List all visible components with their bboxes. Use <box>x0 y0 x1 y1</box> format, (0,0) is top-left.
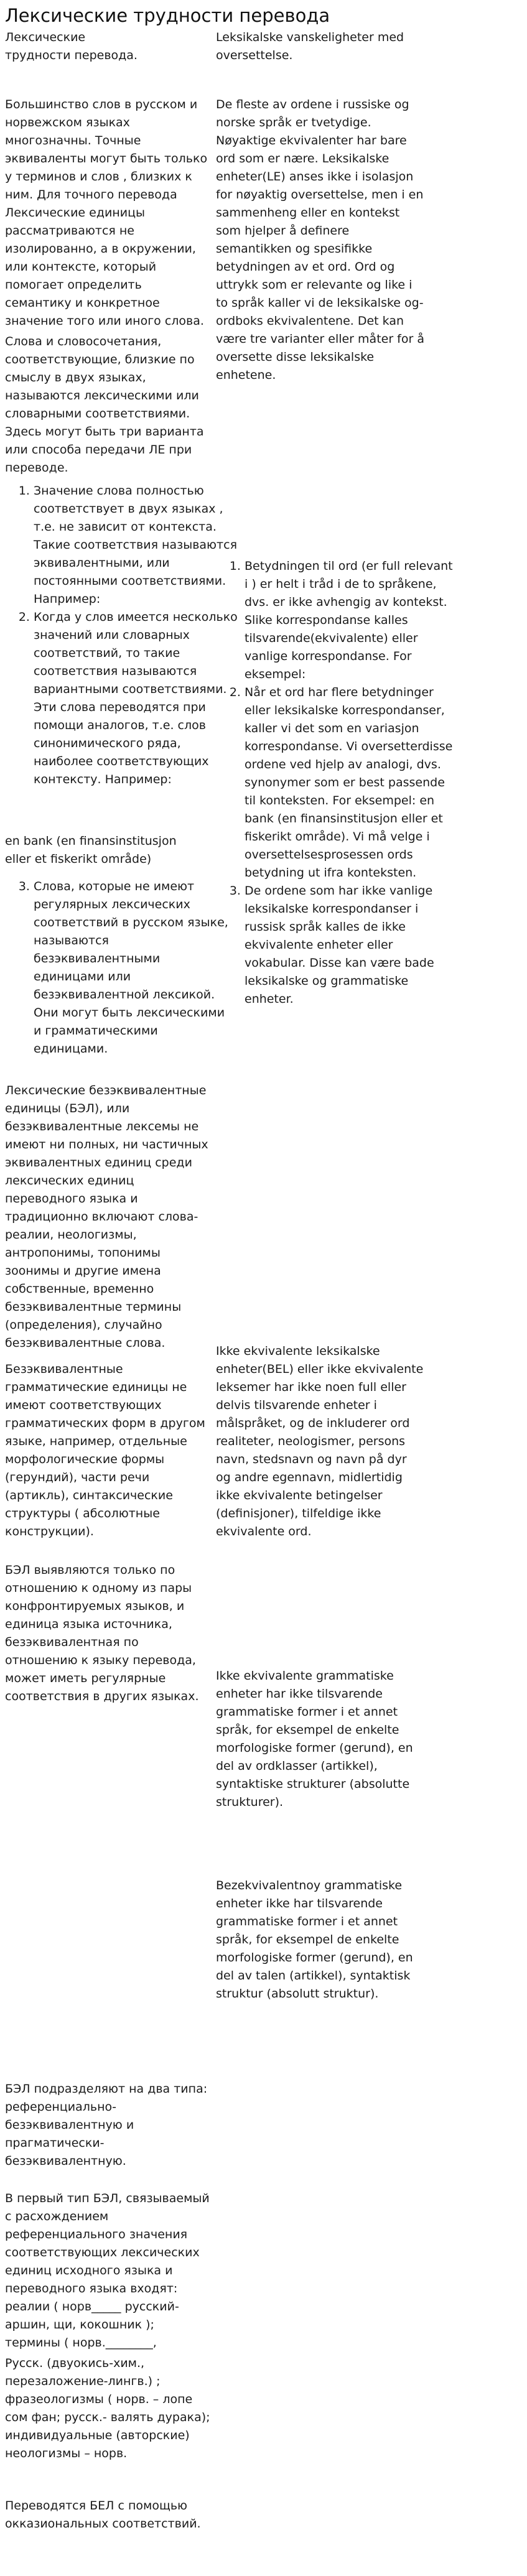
paragraph-grammatical-no: Ikke ekvivalente grammatiske enheter har ikke tilsvarende grammatiske former i et annet språk, for eksempel de enkelte morfologiske former (gerund), en del av ordklasser (artikkel), syntaktiske strukturer (absolutte strukturer). <box>216 1669 413 1809</box>
list-item: 3. De ordene som har ikke vanlige leksikalske korrespondanser i russisk språk kalles de ikke ekvivalente enheter eller vokabular. Disse kan være bade leksikalske og grammatiske enheter. <box>245 882 453 1008</box>
list-item: 2. Når et ord har flere betydninger eller leksikalske korrespondanser, kaller vi det som en variasjon korrespondanse. Vi oversetterdisse ordene ved hjelp av analogi, dvs. synonymer som er best passende til konteksten. For eksempel: en bank (en finansinstitusjon eller et fiskerikt område). Vi må velge i oversettelsesprosessen ords betydning ut ifra konteksten. <box>245 684 453 882</box>
paragraph-bel-lexical-ru: Лексические безэквивалентные единицы (БЭЛ), или безэквивалентные лексемы не имеют ни полных, ни частичных эквивалентных единиц среди лексических единиц переводного языка и традиционно включают слова-реалии, неологизмы, антропонимы, топонимы зоонимы и другие имена собственные, временно безэквивалентные термины (определения), случайно безэквивалентные слова. <box>5 1084 208 1350</box>
correspondence-list-no <box>216 557 453 1008</box>
list-item: 1. Betydningen til ord (er full relevant i ) er helt i tråd i de to språkene, dvs. er ikke avhengig av kontekst. Slike korrespondanse kalles tilsvarende(ekvivalente) eller vanlige korrespondanse. For eksempel: <box>245 557 453 684</box>
paragraph-bel-grammatical-ru: Безэквивалентные грамматические единицы не имеют соответствующих грамматических форм в другом языке, например, отдельные морфологические формы (герундий), части речи (артикль), синтаксические структуры ( абсолютные конструкции). <box>5 1362 205 1538</box>
russian-heading: Лексические трудности перевода. <box>5 30 138 62</box>
list-item: 3. Слова, которые не имеют регулярных лексических соответствий в русском языке, называются безэквивалентными единицами или безэквивалентной лексикой. Они могут быть лексическими и грамматическими единицами. <box>34 878 233 1058</box>
paragraph-ambiguity-ru: Большинство слов в русском и норвежском языках многозначны. Точные эквиваленты могут быть только у терминов и слов , близких к ним. Для точного перевода Лексические единицы рассматриваются не изолированно, а в окружении, или контексте, который помогает определить семантику и конкретное значение того или иного слова. <box>5 98 208 328</box>
correspondence-list-ru <box>5 482 242 789</box>
list-item: 1. Значение слова полностью соответствует в двух языках , т.е. не зависит от контекста. Такие соответствия называются эквивалентными, или постоянными соответствиями. Например: <box>34 482 242 608</box>
paragraph-translation-method: Переводятся БЕЛ с помощью окказиональных соответствий. <box>5 2499 201 2531</box>
non-equivalent-list-ru <box>5 878 233 1058</box>
paragraph-bel-lexical-no: Ikke ekvivalente leksikalske enheter(BEL) eller ikke ekvivalente leksemer har ikke noen full eller delvis tilsvarende enheter i målspråket, og de inkluderer ord realiteter, neologismer, persons navn, stedsnavn og navn på dyr og andre egennavn, midlertidig ikke ekvivalente betingelser (definisjoner), tilfeldige ikke ekvivalente ord. <box>216 1344 424 1538</box>
paragraph-bel-relative-ru: БЭЛ выявляются только по отношению к одному из пары конфронтируемых языков, и единица языка источника, безэквивалентная по отношению к языку перевода, может иметь регулярные соответствия в других языках. <box>5 1563 199 1703</box>
paragraph-correspondences-ru: Слова и словосочетания, соответствующие, близкие по смыслу в двух языках, называются лексическими или словарными соответствиями. Здесь могут быть три варианта или способа передачи ЛЕ при переводе. <box>5 335 204 475</box>
paragraph-bel-type-one-ru: В первый тип БЭЛ, связываемый с расхождением референциального значения соответствующих лексических единиц исходного языка и переводного языка входят: реалии ( норв_____ русский- аршин, щи, кокошник ); термины ( норв.________, <box>5 2192 210 2350</box>
paragraph-russian-examples: Русск. (двуокись-хим., перезаложение-лингв.) ; фразеологизмы ( норв. – лопе сом фан; русск.- валять дурака); индивидуальные (авторские) неологизмы – норв. <box>5 2356 210 2460</box>
paragraph-bel-types-ru: БЭЛ подразделяют на два типа: референциально-безэквивалентную и прагматически-безэквивалентную. <box>5 2082 208 2168</box>
page-title: Лексические трудности перевода <box>5 5 330 26</box>
list-item: 2. Когда у слов имеется несколько значений или словарных соответствий, то такие соответствия называются вариантными соответствиями. Эти слова переводятся при помощи аналогов, т.е. слов синонимического ряда, наиболее соответствующих контексту. Например: <box>34 608 242 789</box>
paragraph-bezekvivalent-no: Bezekvivalentnoy grammatiske enheter ikke har tilsvarende grammatiske former i et annet språk, for eksempel de enkelte morfologiske former (gerund), en del av talen (artikkel), syntaktisk struktur (absolutt struktur). <box>216 1879 413 2001</box>
paragraph-ambiguity-no: De fleste av ordene i russiske og norske språk er tvetydige. Nøyaktige ekvivalenter har bare ord som er nære. Leksikalske enheter(LE) anses ikke i isolasjon for nøyaktig oversettelse, men i en sammenheng eller en kontekst som hjelper å definere semantikken og spesifikke betydningen av et ord. Ord og uttrykk som er relevante og like i to språk kaller vi de leksikalske og- ordboks ekvivalentene. Det kan være tre varianter eller måter for å oversette disse leksikalske enhetene. <box>216 98 424 382</box>
bank-example: en bank (en finansinstitusjon eller et fiskerikt område) <box>5 834 177 866</box>
norwegian-heading: Leksikalske vanskeligheter med oversettelse. <box>216 30 404 62</box>
